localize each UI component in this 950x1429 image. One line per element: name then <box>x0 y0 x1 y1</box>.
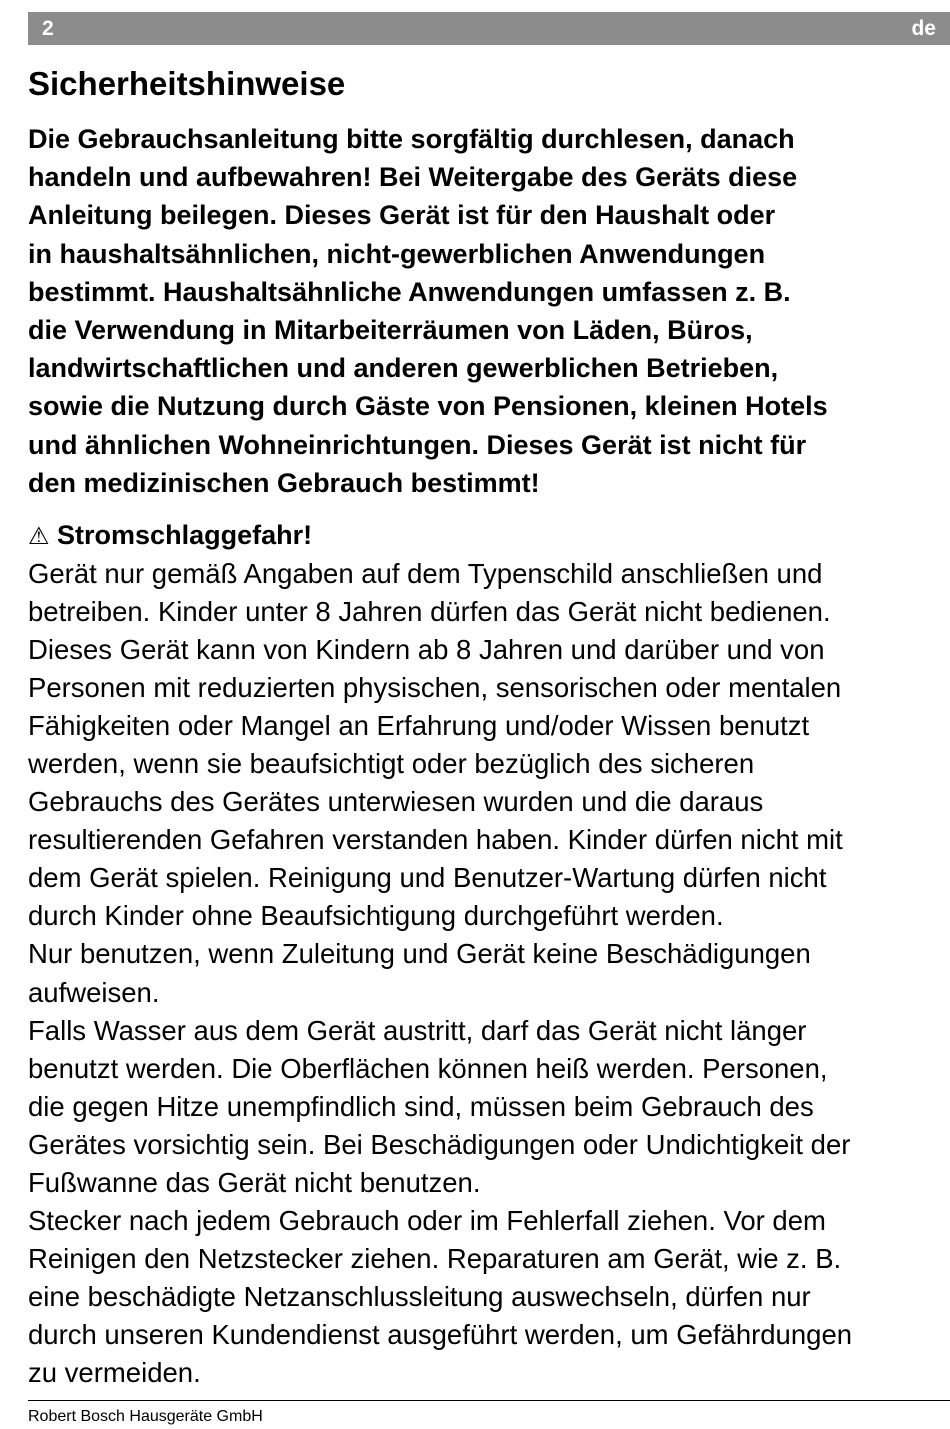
intro-line: landwirtschaftlichen und anderen gewerblichen Betrieben, <box>28 353 779 384</box>
intro-line: und ähnlichen Wohneinrichtungen. Dieses Gerät ist nicht für <box>28 429 807 460</box>
body-line: die gegen Hitze unempfindlich sind, müssen beim Gebrauch des <box>28 1090 814 1122</box>
body-line: resultierenden Gefahren verstanden haben. Kinder dürfen nicht mit <box>28 824 843 856</box>
intro-line: den medizinischen Gebrauch bestimmt! <box>28 467 540 498</box>
footer-company: Robert Bosch Hausgeräte GmbH <box>28 1408 263 1425</box>
body-line: eine beschädigte Netzanschlussleitung auswechseln, dürfen nur <box>28 1280 811 1312</box>
intro-line: Anleitung beilegen. Dieses Gerät ist für den Haushalt oder <box>28 200 776 231</box>
intro-line: Die Gebrauchsanleitung bitte sorgfältig durchlesen, danach <box>28 124 795 154</box>
warning-heading <box>28 516 312 555</box>
page-header-bar <box>28 12 950 45</box>
intro-line: bestimmt. Haushaltsähnliche Anwendungen umfassen z. B. <box>28 276 791 307</box>
body-line: durch Kinder ohne Beaufsichtigung durchgeführt werden. <box>28 900 724 932</box>
page-number: 2 <box>42 17 54 40</box>
page-title: Sicherheitshinweise <box>28 65 346 102</box>
intro-line: handeln und aufbewahren! Bei Weitergabe des Geräts diese <box>28 162 798 193</box>
body-line: zu vermeiden. <box>28 1356 201 1388</box>
body-line: Falls Wasser aus dem Gerät austritt, darf das Gerät nicht länger <box>28 1014 807 1046</box>
body-line: aufweisen. <box>28 976 160 1008</box>
body-line: Dieses Gerät kann von Kindern ab 8 Jahren und darüber und von <box>28 634 825 666</box>
body-line: Reinigen den Netzstecker ziehen. Reparaturen am Gerät, wie z. B. <box>28 1242 842 1274</box>
body-line: Personen mit reduzierten physischen, sensorischen oder mentalen <box>28 672 842 704</box>
body-line: durch unseren Kundendienst ausgeführt werden, um Gefährdungen <box>28 1318 853 1350</box>
body-line: Gerät nur gemäß Angaben auf dem Typenschild anschließen und <box>28 558 823 589</box>
body-line: Nur benutzen, wenn Zuleitung und Gerät keine Beschädigungen <box>28 938 811 970</box>
warning-heading-text: Stromschlaggefahr! <box>57 520 313 550</box>
body-line: Fähigkeiten oder Mangel an Erfahrung und/oder Wissen benutzt <box>28 710 810 742</box>
body-line: betreiben. Kinder unter 8 Jahren dürfen das Gerät nicht bedienen. <box>28 596 831 628</box>
body-line: Fußwanne das Gerät nicht benutzen. <box>28 1166 481 1198</box>
body-line: werden, wenn sie beaufsichtigt oder bezüglich des sicheren <box>28 748 755 780</box>
warning-triangle-icon: ⚠ <box>28 522 50 550</box>
body-line: benutzt werden. Die Oberflächen können heiß werden. Personen, <box>28 1052 828 1084</box>
body-line: Gerätes vorsichtig sein. Bei Beschädigungen oder Undichtigkeit der <box>28 1128 851 1160</box>
body-line: Gebrauchs des Gerätes unterwiesen wurden und die daraus <box>28 786 764 818</box>
safety-body-text <box>28 555 948 1392</box>
intro-line: in haushaltsähnlichen, nicht-gewerblichen Anwendungen <box>28 238 766 269</box>
body-line: Stecker nach jedem Gebrauch oder im Fehlerfall ziehen. Vor dem <box>28 1204 826 1236</box>
intro-paragraph <box>28 120 948 502</box>
footer-divider <box>28 1400 950 1401</box>
language-code: de <box>911 17 936 40</box>
intro-line: die Verwendung in Mitarbeiterräumen von Läden, Büros, <box>28 315 753 346</box>
body-line: dem Gerät spielen. Reinigung und Benutzer-Wartung dürfen nicht <box>28 862 827 894</box>
intro-line: sowie die Nutzung durch Gäste von Pensionen, kleinen Hotels <box>28 391 828 422</box>
